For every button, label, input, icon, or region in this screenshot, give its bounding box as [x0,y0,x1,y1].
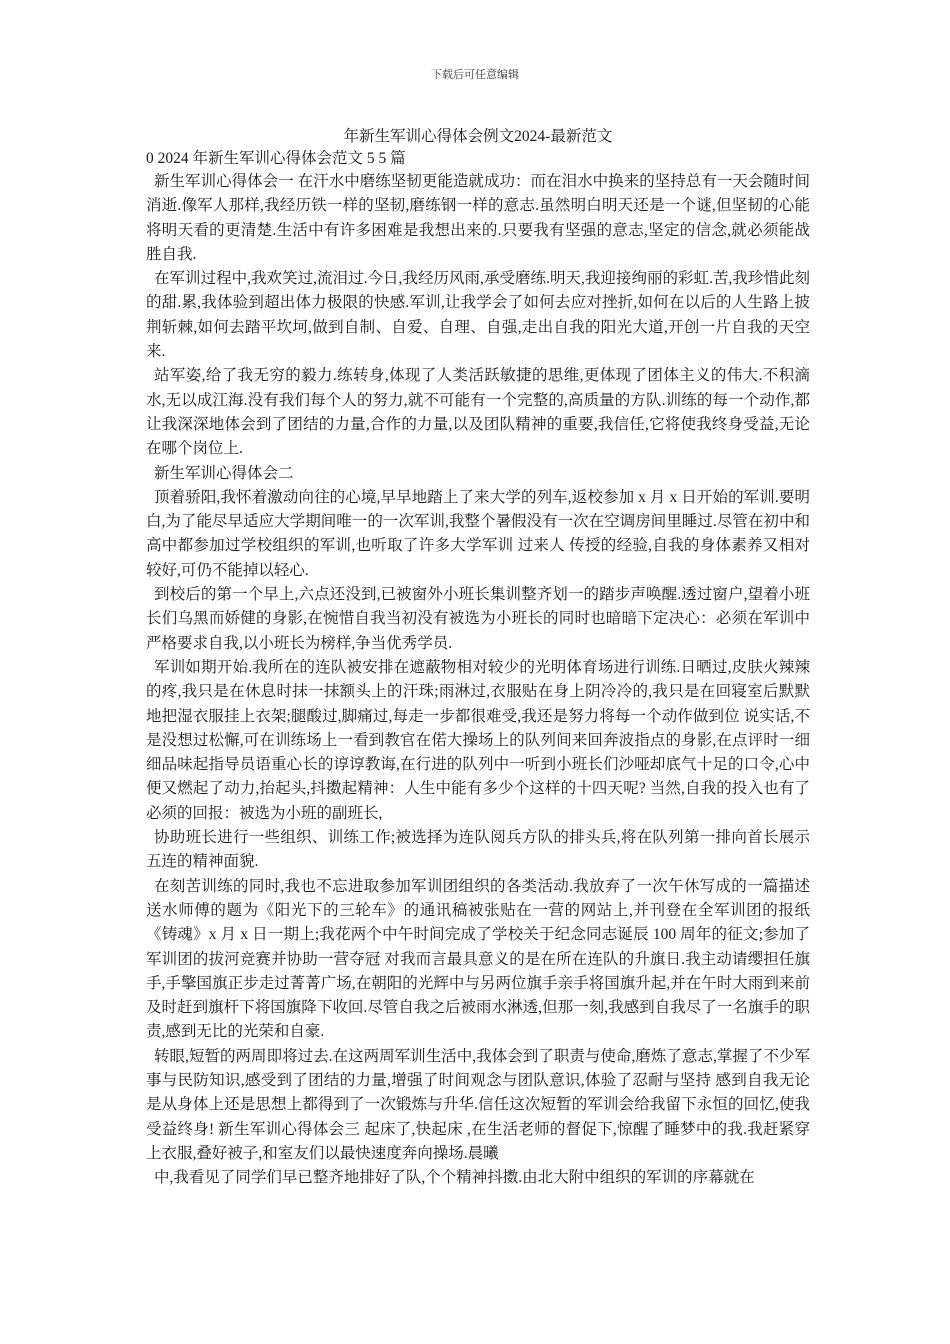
paragraph: 军训如期开始.我所在的连队被安排在遮蔽物相对较少的光明体育场进行训练.日晒过,皮肤火辣辣的疼,我只是在休息时抹一抹额头上的汗珠;雨淋过,衣服贴在身上阴冷冷的,我只是在回寝室后默默地把湿衣服挂上衣架;腿酸过,脚痛过,每走一步都很难受,我还是努力将每一个动作做到位 说实话,不是没想过松懈,可在训练场上一看到教官在偌大操场上的队列间来回奔波指点的身影,在点评时一细细品味起指导员语重心长的谆谆教诲,在行进的队列中一听到小班长们沙哑却底气十足的口令,心中便又燃起了动力,抬起头,抖擞起精神：人生中能有多少个这样的十四天呢? 当然,自我的投入也有了必须的回报：被选为小班的副班长, [146,658,810,822]
paragraph: 站军姿,给了我无穷的毅力.练转身,体现了人类活跃敏捷的思维,更体现了团体主义的伟大.不积滴水,无以成江海.没有我们每个人的努力,就不可能有一个完整的,高质量的方队.训练的每一个动作,都让我深深地体会到了团结的力量,合作的力量,以及团队精神的重要,我信任,它将使我终身受益,无论在哪个岗位上. [146,367,810,458]
paragraph: 到校后的第一个早上,六点还没到,已被窗外小班长集训整齐划一的踏步声唤醒.透过窗户,望着小班长们乌黑而娇健的身影,在惋惜自我当初没有被选为小班长的同时也暗暗下定决心：必须在军训中严格要求自我,以小班长为榜样,争当优秀学员. [146,586,810,652]
paragraph: 顶着骄阳,我怀着激动向往的心境,早早地踏上了来大学的列车,返校参加 x 月 x 日开始的军训.要明白,为了能尽早适应大学期间唯一的一次军训,我整个暑假没有一次在空调房间里睡过.尽管在初中和高中都参加过学校组织的军训,也听取了许多大学军训 过来人 传授的经验,自我的身体素养又相对较好,可仍不能掉以轻心. [146,488,810,579]
document-title: 年新生军训心得体会例文2024-最新范文 [343,128,613,145]
paragraph: 在刻苦训练的同时,我也不忘进取参加军训团组织的各类活动.我放弃了一次午休写成的一篇描述送水师傅的题为《阳光下的三轮车》的通讯稿被张贴在一营的网站上,并刊登在全军训团的报纸《铸魂》x 月 x 日一期上;我花两个中午时间完成了学校关于纪念同志诞辰 100 周年的征文;参加了军训团的拔河竞赛并协助一营夺冠 对我而言最具意义的是在所在连队的升旗日.我主动请缨担任旗手,手擎国旗正步走过菁菁广场,在朝阳的光辉中与另两位旗手亲手将国旗升起,并在午时大雨到来前及时赶到旗杆下将国旗降下收回.尽管自我之后被雨水淋透,但那一刻,我感到自我尽了一名旗手的职责,感到无比的光荣和自豪. [146,877,810,1041]
page-header: 下载后可任意编辑 [431,69,519,81]
document-body [146,126,810,1190]
paragraph: 中,我看见了同学们早已整齐地排好了队,个个精神抖擞.由北大附中组织的军训的序幕就在 [154,1169,755,1187]
paragraph: 转眼,短暂的两周即将过去.在这两周军训生活中,我体会到了职责与使命,磨炼了意志,掌握了不少军事与民防知识,感受到了团结的力量,增强了时间观念与团队意识,体验了忍耐与坚持 感到自我无论是从身体上还是思想上都得到了一次锻炼与升华.信任这次短暂的军训会给我留下永恒的回忆,使我受益终身! 新生军训心得体会三 起床了,快起床 ,在生活老师的督促下,惊醒了睡梦中的我.我赶紧穿上衣服,叠好被子,和室友们以最快速度奔向操场.晨曦 [146,1047,810,1162]
document-subtitle: 0 2024 年新生军训心得体会范文 5 5 篇 [146,150,406,167]
section-heading: 新生军训心得体会二 [154,464,294,482]
paragraph: 新生军训心得体会一 在汗水中磨练坚韧更能造就成功：而在泪水中换来的坚持总有一天会随时间消逝.像军人那样,我经历铁一样的坚韧,磨练钢一样的意志.虽然明白明天还是一个谜,但坚韧的心能将明天看的更清楚.生活中有许多困难是我想出来的.只要我有坚强的意志,坚定的信念,就必须能战胜自我. [146,173,810,263]
paragraph: 在军训过程中,我欢笑过,流泪过.今日,我经历风雨,承受磨练.明天,我迎接绚丽的彩虹.苦,我珍惜此刻的甜.累,我体验到超出体力极限的快感.军训,让我学会了如何去应对挫折,如何在以后的人生路上披荆斩棘,如何去踏平坎坷,做到自制、自爱、自理、自强,走出自我的阳光大道,开创一片自我的天空来. [146,270,810,361]
paragraph: 协助班长进行一些组织、训练工作;被选择为连队阅兵方队的排头兵,将在队列第一排向首长展示五连的精神面貌. [146,829,810,871]
